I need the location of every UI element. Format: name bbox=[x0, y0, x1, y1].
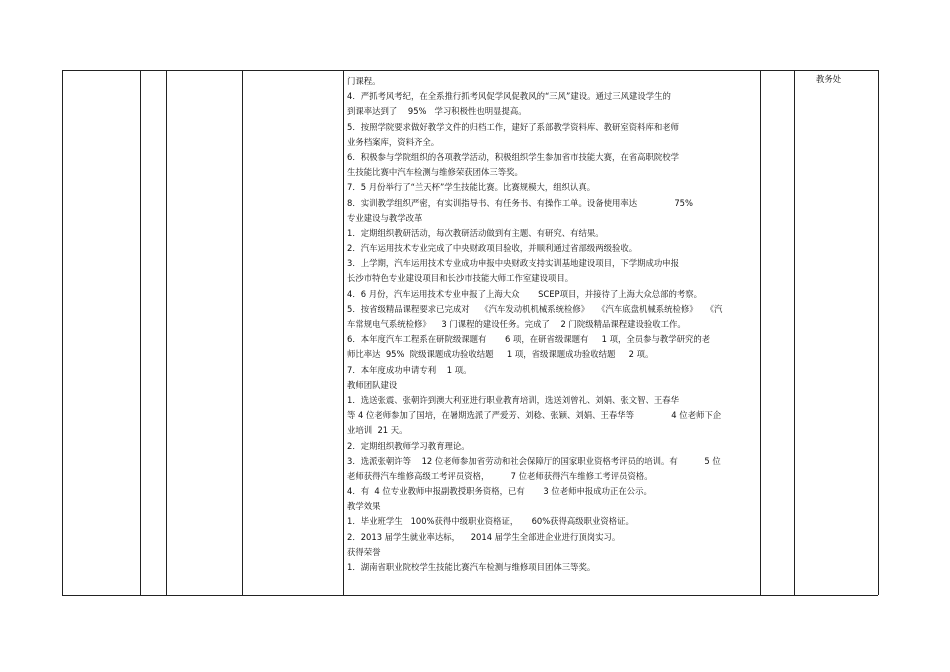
text-line: 1．选送张震、张朝许到澳大利亚进行职业教育培训，选送刘曾礼、刘娟、张文智、王春华 bbox=[347, 394, 679, 405]
table-column-border bbox=[242, 70, 243, 595]
text-line: 4．6 月份，汽车运用技术专业申报了上海大众 SCEP项目，并接待了上海大众总部的考察。 bbox=[347, 288, 702, 299]
text-line: 4．严抓考风考纪，在全系推行抓考风促学风促教风的“三风”建设。通过三风建设学生的 bbox=[347, 91, 671, 102]
text-line: 等 4 位老师参加了国培，在暑期选派了严爱芳、刘稔、张颖、刘娟、王春华等 4 位老师下企 bbox=[347, 410, 722, 421]
table-column-border bbox=[794, 70, 795, 595]
text-line: 1．湖南省职业院校学生技能比赛汽车检测与维修项目团体三等奖。 bbox=[347, 562, 596, 572]
text-line: 3．选派张朝许等 12 位老师参加省劳动和社会保障厅的国家职业资格考评员的培训。有 5 位 bbox=[347, 455, 721, 466]
text-line: 业务档案库，资料齐全。 bbox=[347, 136, 440, 147]
work-summary-cell bbox=[347, 74, 759, 575]
table-column-border bbox=[760, 70, 761, 595]
text-line: 1．毕业班学生 100%获得中级职业资格证， 60%获得高级职业资格证。 bbox=[347, 516, 634, 527]
table-column-border bbox=[140, 70, 141, 595]
table-bottom-border bbox=[62, 595, 878, 596]
text-line: 2．定期组织教师学习教育理论。 bbox=[347, 440, 470, 451]
text-line: 3．上学期，汽车运用技术专业成功申报中央财政支持实训基地建设项目，下学期成功申报 bbox=[347, 258, 679, 269]
text-line: 6．本年度汽车工程系在研院级课题有 6 项，在研省级课题有 1 项，全员参与教学研究的老 bbox=[347, 334, 711, 345]
text-line: 生技能比赛中汽车检测与维修荣获团体三等奖。 bbox=[347, 167, 523, 178]
text-line: 5．按省级精品课程要求已完成对 《汽车发动机机械系统检修》 《汽车底盘机械系统检修》 《汽 bbox=[347, 303, 723, 314]
text-line: 2．2013 届学生就业率达标， 2014 届学生全部进企业进行顶岗实习。 bbox=[347, 531, 621, 542]
text-line: 5．按照学院要求做好教学文件的归档工作，建好了系部教学资料库、教研室资料库和老师 bbox=[347, 121, 679, 132]
table-column-border bbox=[343, 70, 344, 595]
text-line: 业培训 21 天。 bbox=[347, 425, 408, 436]
section-heading: 教师团队建设 bbox=[347, 379, 398, 390]
table-top-border bbox=[62, 70, 878, 71]
responsible-department: 教务处 bbox=[816, 74, 842, 84]
text-line: 7．5 月份举行了“兰天杯”学生技能比赛。比赛规模大，组织认真。 bbox=[347, 182, 596, 193]
section-heading: 获得荣誉 bbox=[347, 546, 381, 557]
text-line: 到课率达到了 95% 学习积极性也明显提高。 bbox=[347, 106, 527, 117]
text-line: 4．有 4 位专业教师申报副教授职务资格，已有 3 位老师申报成功正在公示。 bbox=[347, 486, 652, 497]
text-line: 2．汽车运用技术专业完成了中央财政项目验收，并顺利通过省部级两级验收。 bbox=[347, 243, 638, 254]
section-heading: 教学效果 bbox=[347, 501, 381, 512]
text-line: 长沙市特色专业建设项目和长沙市技能大师工作室建设项目。 bbox=[347, 273, 574, 284]
text-line: 师比率达 95% 院级课题成功验收结题 1 项，省级课题成功验收结题 2 项。 bbox=[347, 349, 654, 360]
text-line: 1．定期组织教研活动，每次教研活动做到有主题、有研究、有结果。 bbox=[347, 227, 604, 238]
text-line: 门课程。 bbox=[347, 76, 381, 86]
table-column-border bbox=[166, 70, 167, 595]
text-line: 7．本年度成功申请专利 1 项。 bbox=[347, 364, 472, 375]
section-heading: 专业建设与教学改革 bbox=[347, 212, 423, 223]
text-line: 车常规电气系统检修》 3 门课程的建设任务。完成了 2 门院级精品课程建设验收工作。 bbox=[347, 319, 686, 329]
text-line: 6．积极参与学院组织的各项教学活动，积极组织学生参加省市技能大赛，在省高职院校学 bbox=[347, 151, 679, 162]
text-line: 老师获得汽车维修高级工考评员资格， 7 位老师获得汽车维修工考评员资格。 bbox=[347, 470, 653, 481]
table-column-border bbox=[878, 70, 879, 595]
table-column-border bbox=[62, 70, 63, 595]
text-line: 8．实训教学组织严密，有实训指导书、有任务书、有操作工单。设备使用率达 75% bbox=[347, 197, 693, 208]
